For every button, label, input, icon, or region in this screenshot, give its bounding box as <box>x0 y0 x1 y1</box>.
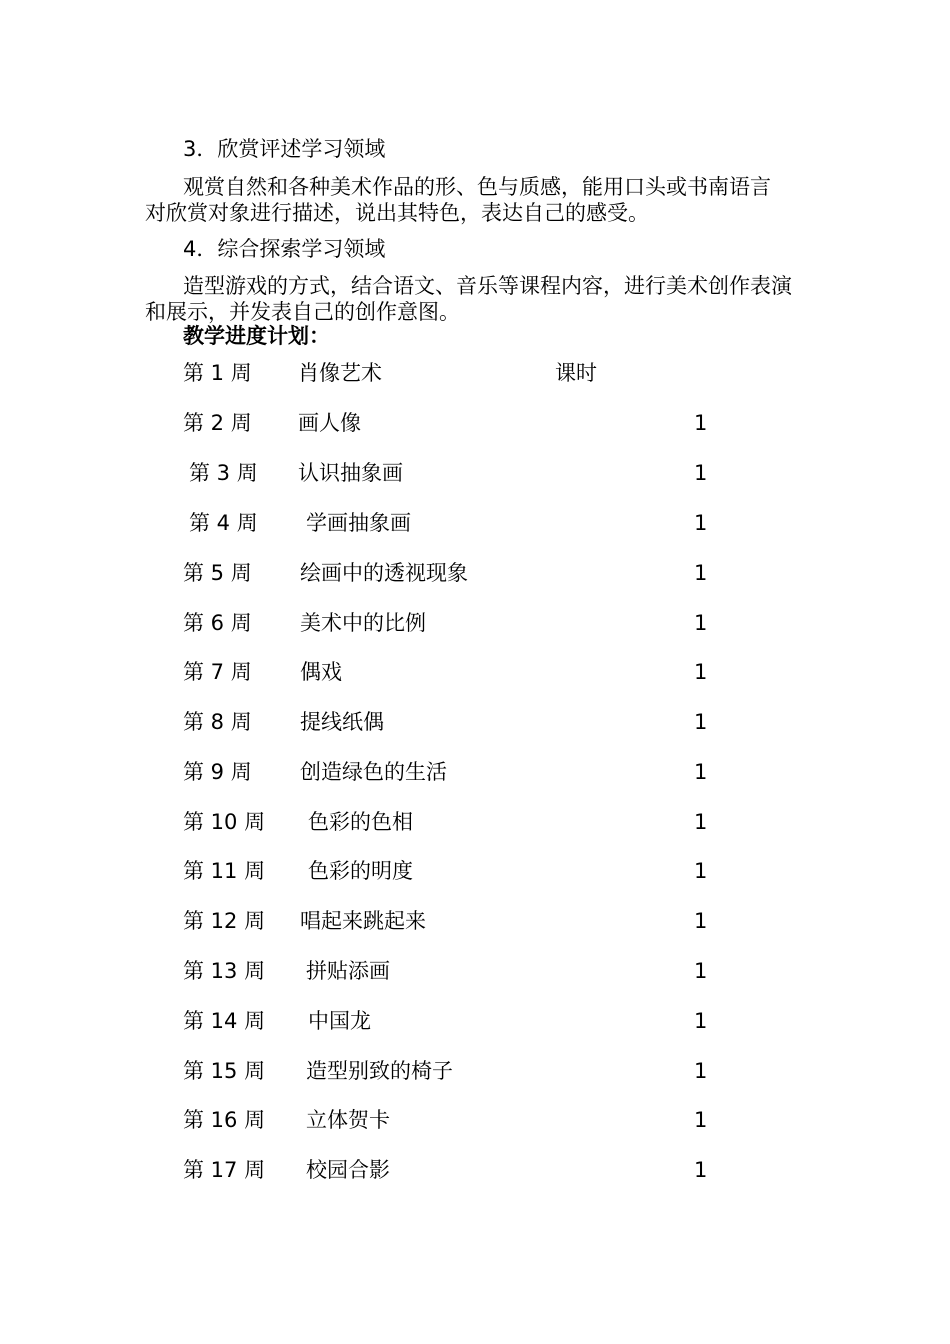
topic-label: 造型别致的椅子 <box>306 1059 453 1083</box>
hours-value: 1 <box>694 461 708 485</box>
week-label: 第 7 周 <box>183 660 252 684</box>
topic-label: 中国龙 <box>308 1009 371 1033</box>
hours-column-label: 课时 <box>555 361 597 385</box>
topic-label: 提线纸偶 <box>300 710 384 734</box>
topic-label: 美术中的比例 <box>300 611 426 635</box>
schedule-title: 教学进度计划： <box>183 324 330 348</box>
week-label: 第 13 周 <box>183 959 266 983</box>
week-label: 第 6 周 <box>183 611 252 635</box>
topic-label: 色彩的色相 <box>308 810 413 834</box>
hours-value: 1 <box>694 561 708 585</box>
hours-value: 1 <box>694 859 708 883</box>
schedule-row <box>0 460 950 486</box>
section-heading-exploration: 4．综合探索学习领域 <box>183 237 386 261</box>
section-paragraph-line: 观赏自然和各种美术作品的形、色与质感，能用口头或书南语言 <box>183 175 771 199</box>
schedule-header-row <box>0 360 950 386</box>
schedule-row <box>0 560 950 586</box>
schedule-row <box>0 858 950 884</box>
hours-value: 1 <box>694 710 708 734</box>
topic-label: 偶戏 <box>300 660 342 684</box>
topic-label: 立体贺卡 <box>306 1108 390 1132</box>
section-paragraph-line: 和展示，并发表自己的创作意图。 <box>145 300 460 324</box>
hours-value: 1 <box>694 909 708 933</box>
schedule-row <box>0 410 950 436</box>
hours-value: 1 <box>694 1009 708 1033</box>
hours-value: 1 <box>694 411 708 435</box>
week-label: 第 14 周 <box>183 1009 266 1033</box>
hours-value: 1 <box>694 1108 708 1132</box>
week-label: 第 12 周 <box>183 909 266 933</box>
topic-label: 绘画中的透视现象 <box>300 561 468 585</box>
topic-label: 认识抽象画 <box>298 461 403 485</box>
topic-label: 唱起来跳起来 <box>300 909 426 933</box>
week-label: 第 16 周 <box>183 1108 266 1132</box>
topic-label: 色彩的明度 <box>308 859 413 883</box>
topic-label: 创造绿色的生活 <box>300 760 447 784</box>
hours-value: 1 <box>694 611 708 635</box>
topic-label: 肖像艺术 <box>298 361 382 385</box>
hours-value: 1 <box>694 660 708 684</box>
schedule-row <box>0 958 950 984</box>
topic-label: 画人像 <box>298 411 361 435</box>
schedule-row <box>0 759 950 785</box>
hours-value: 1 <box>694 511 708 535</box>
section-paragraph-line: 对欣赏对象进行描述，说出其特色，表达自己的感受。 <box>145 201 649 225</box>
week-label: 第 2 周 <box>183 411 252 435</box>
week-label: 第 10 周 <box>183 810 266 834</box>
week-label: 第 1 周 <box>183 361 252 385</box>
schedule-row <box>0 1157 950 1183</box>
schedule-row <box>0 908 950 934</box>
schedule-row <box>0 809 950 835</box>
topic-label: 拼贴添画 <box>306 959 390 983</box>
schedule-row <box>0 1008 950 1034</box>
week-label: 第 17 周 <box>183 1158 266 1182</box>
hours-value: 1 <box>694 959 708 983</box>
section-paragraph-line: 造型游戏的方式，结合语文、音乐等课程内容，进行美术创作表演 <box>183 274 792 298</box>
week-label: 第 9 周 <box>183 760 252 784</box>
hours-value: 1 <box>694 760 708 784</box>
week-label: 第 4 周 <box>189 511 258 535</box>
week-label: 第 11 周 <box>183 859 266 883</box>
schedule-row <box>0 510 950 536</box>
hours-value: 1 <box>694 1158 708 1182</box>
week-label: 第 8 周 <box>183 710 252 734</box>
week-label: 第 5 周 <box>183 561 252 585</box>
week-label: 第 15 周 <box>183 1059 266 1083</box>
week-label: 第 3 周 <box>189 461 258 485</box>
hours-value: 1 <box>694 1059 708 1083</box>
section-heading-appreciation: 3．欣赏评述学习领域 <box>183 137 386 161</box>
topic-label: 学画抽象画 <box>306 511 411 535</box>
schedule-row <box>0 709 950 735</box>
topic-label: 校园合影 <box>306 1158 390 1182</box>
schedule-row <box>0 1058 950 1084</box>
schedule-row <box>0 610 950 636</box>
schedule-row <box>0 659 950 685</box>
hours-value: 1 <box>694 810 708 834</box>
schedule-row <box>0 1107 950 1133</box>
